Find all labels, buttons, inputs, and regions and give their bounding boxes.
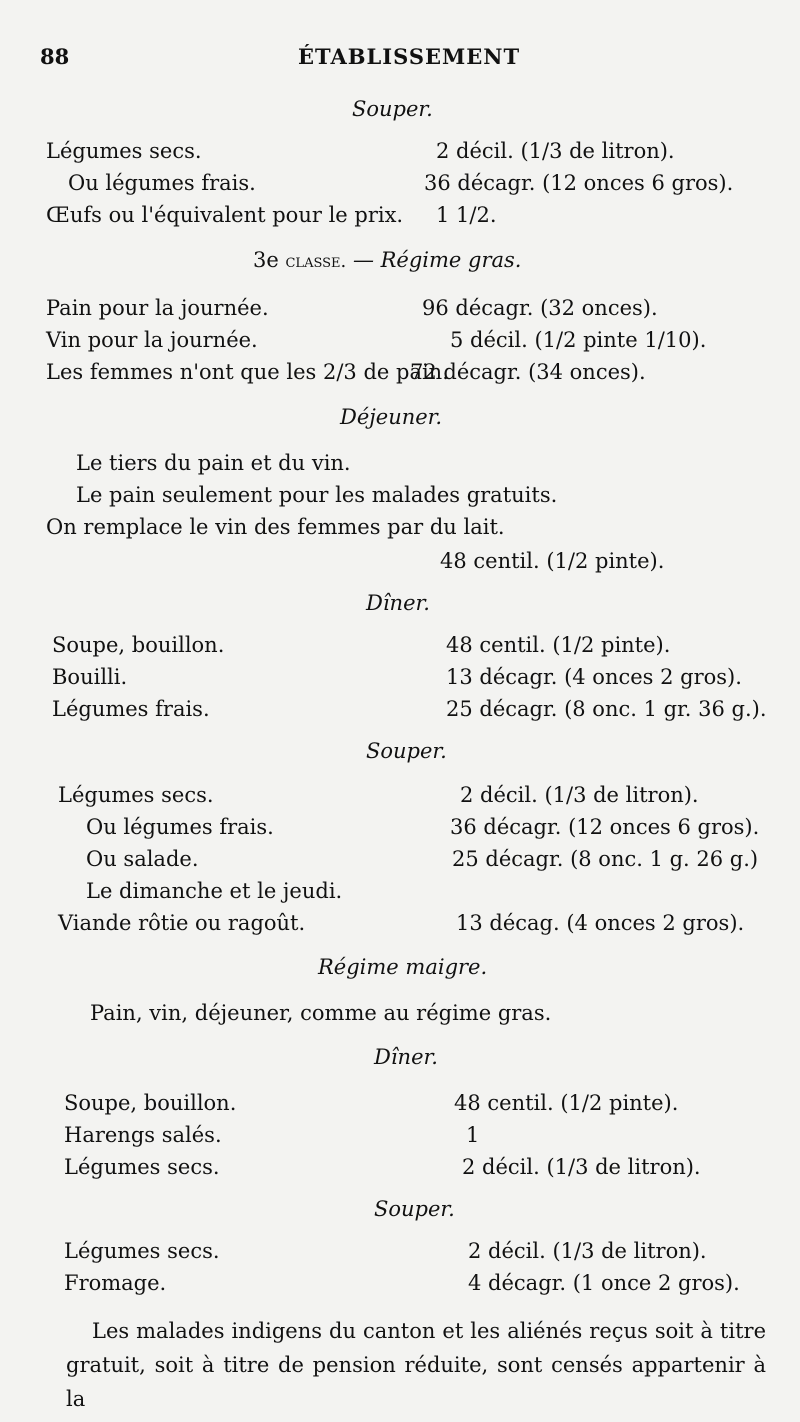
section-heading: Souper.	[366, 739, 447, 763]
running-title: ÉTABLISSEMENT	[298, 44, 521, 69]
item-label: Harengs salés.	[64, 1123, 222, 1147]
item-label: Œufs ou l'équivalent pour le prix.	[46, 203, 404, 227]
section-heading: Souper.	[352, 97, 433, 121]
item-quantity: 13 décagr. (4 onces 2 gros).	[446, 665, 742, 689]
item-quantity: 36 décagr. (12 onces 6 gros).	[450, 815, 760, 839]
item-label: Soupe, bouillon.	[64, 1091, 237, 1115]
item-quantity: 5 décil. (1/2 pinte 1/10).	[450, 328, 707, 352]
item-quantity: 1	[466, 1123, 480, 1147]
item-label: Légumes frais.	[52, 697, 210, 721]
item-quantity: 2 décil. (1/3 de litron).	[436, 139, 675, 163]
item-quantity: 4 décagr. (1 once 2 gros).	[468, 1271, 740, 1295]
section-heading: Déjeuner.	[340, 405, 443, 429]
text-line: Le tiers du pain et du vin.	[76, 451, 351, 475]
item-label: Ou légumes frais.	[86, 815, 274, 839]
item-label: Viande rôtie ou ragoût.	[58, 911, 306, 935]
item-label: Légumes secs.	[64, 1155, 220, 1179]
item-label: Ou salade.	[86, 847, 199, 871]
item-quantity: 25 décagr. (8 onc. 1 gr. 36 g.).	[446, 697, 767, 721]
item-label: Vin pour la journée.	[46, 328, 258, 352]
item-label: Légumes secs.	[58, 783, 214, 807]
page-number: 88	[40, 44, 70, 69]
text-line: On remplace le vin des femmes par du lait.	[46, 515, 505, 539]
item-quantity: 48 centil. (1/2 pinte).	[440, 549, 665, 573]
item-quantity: 48 centil. (1/2 pinte).	[454, 1091, 679, 1115]
class-number: 3e	[253, 248, 279, 272]
section-heading: Régime maigre.	[318, 955, 488, 979]
item-quantity: 96 décagr. (32 onces).	[422, 296, 658, 320]
section-heading: Dîner.	[374, 1045, 438, 1069]
regime-title: — Régime gras.	[352, 248, 522, 272]
section-heading: Souper.	[374, 1197, 455, 1221]
item-label: Bouilli.	[52, 665, 128, 689]
section-heading	[253, 247, 521, 275]
item-label: Soupe, bouillon.	[52, 633, 225, 657]
class-word: classe.	[285, 251, 347, 272]
item-quantity: 48 centil. (1/2 pinte).	[446, 633, 671, 657]
item-quantity: 2 décil. (1/3 de litron).	[462, 1155, 701, 1179]
item-label: Les femmes n'ont que les 2/3 de pain.	[46, 360, 449, 384]
item-quantity: 36 décagr. (12 onces 6 gros).	[424, 171, 734, 195]
closing-paragraph: Les malades indigens du canton et les aliénés reçus soit à titre gratuit, soit à titre de pension réduite, sont censés appartenir à la	[66, 1319, 766, 1411]
text-line: Le pain seulement pour les malades gratuits.	[76, 483, 558, 507]
item-quantity: 72 décagr. (34 onces).	[410, 360, 646, 384]
item-quantity: 2 décil. (1/3 de litron).	[460, 783, 699, 807]
section-heading: Dîner.	[366, 591, 430, 615]
item-label: Légumes secs.	[46, 139, 202, 163]
item-quantity: 1 1/2.	[436, 203, 497, 227]
item-quantity: 2 décil. (1/3 de litron).	[468, 1239, 707, 1263]
item-label: Le dimanche et le jeudi.	[86, 879, 343, 903]
item-quantity: 25 décagr. (8 onc. 1 g. 26 g.)	[452, 847, 759, 871]
item-label: Pain pour la journée.	[46, 296, 269, 320]
text-line: Pain, vin, déjeuner, comme au régime gras.	[90, 1001, 552, 1025]
item-label: Légumes secs.	[64, 1239, 220, 1263]
item-label: Fromage.	[64, 1271, 167, 1295]
item-quantity: 13 décag. (4 onces 2 gros).	[456, 911, 745, 935]
item-label: Ou légumes frais.	[68, 171, 256, 195]
